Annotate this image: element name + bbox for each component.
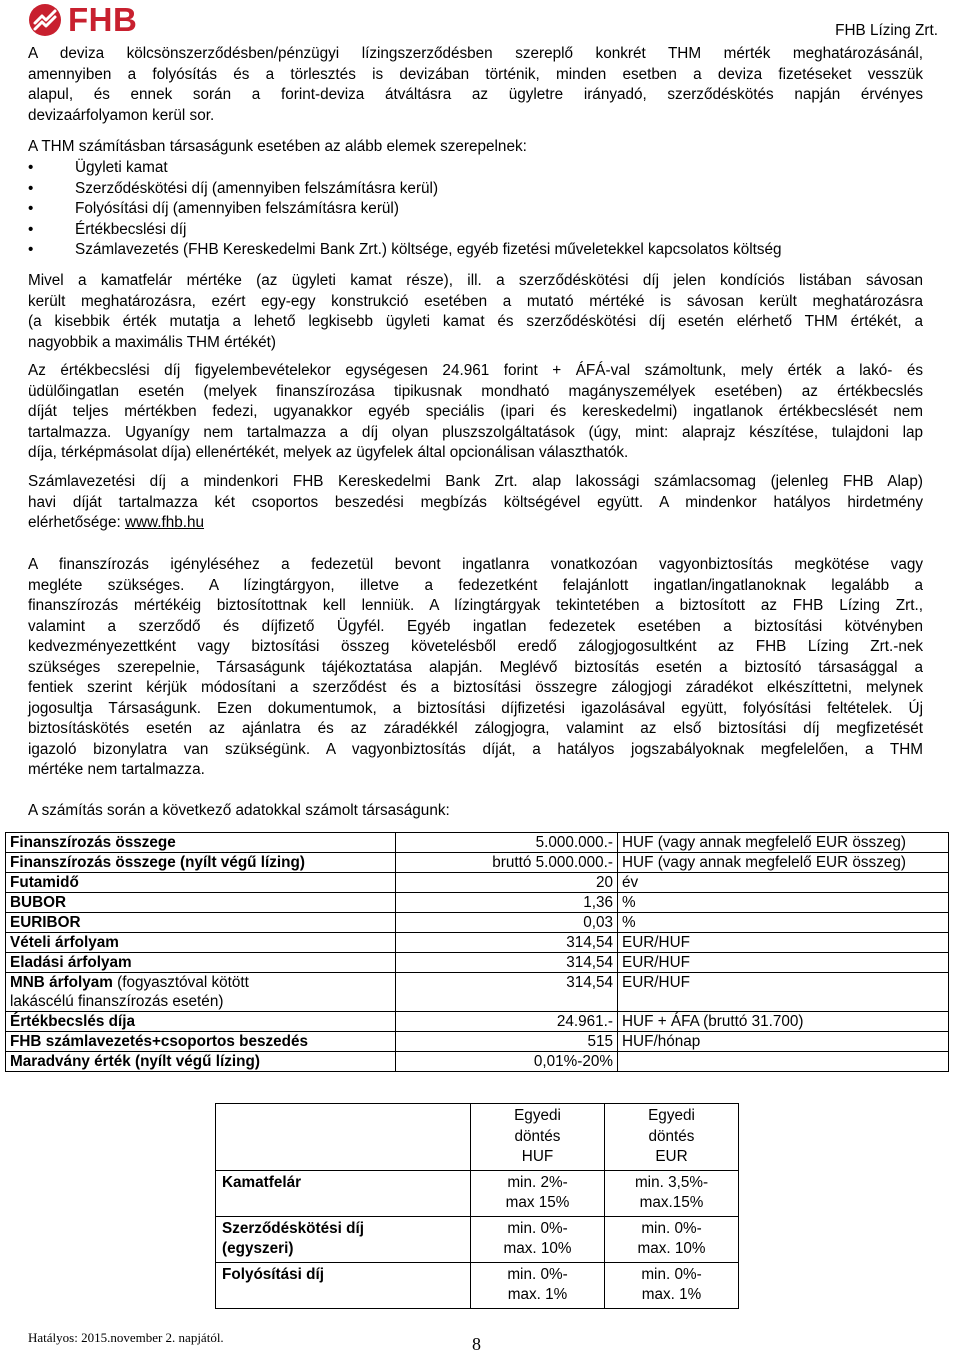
text-line: igazoló bizonylatra van szükségünk. A vagyonbiztosítás díját, a hatályos jogszabályoknak megfelelően, a THM: [28, 740, 923, 758]
text-fragment: elérhetősége:: [28, 514, 125, 531]
row-label: Vételi árfolyam: [6, 933, 396, 953]
page-number: 8: [472, 1334, 481, 1354]
row-label-main: MNB árfolyam: [10, 974, 113, 991]
row-label: Finanszírozás összege (nyílt végű lízing): [6, 853, 396, 873]
list-item-text: Ügyleti kamat: [75, 159, 168, 176]
text-line: nagyobbik a maximális THM értékét): [28, 333, 276, 351]
text-line: díja, térképmásolat díja) ellenértékét, melyek az ügyfelek által opcionálisan választhatók.: [28, 444, 629, 461]
value-line: max. 1%: [507, 1286, 568, 1303]
row-value: 1,36: [396, 893, 618, 913]
text-line: alapul, és ennek során a forint-deviza átváltásra az ügyletre irányadó, szerződéskötés napján érvényes: [28, 86, 923, 103]
list-item: [28, 240, 782, 261]
table-row: [216, 1170, 739, 1216]
row-value: bruttó 5.000.000.-: [396, 853, 618, 873]
list-item: [28, 179, 782, 200]
row-value: 314,54: [396, 973, 618, 1012]
text-line: finanszírozás mértékéig biztosítottnak kell lenniük. A lízingtárgyak tekintetében a biztosított az FHB Lízing Zrt.,: [28, 597, 923, 614]
table-row: [216, 1262, 739, 1308]
row-label: EURIBOR: [6, 913, 396, 933]
individual-decision-table: [215, 1103, 739, 1309]
value-line: min. 0%-: [641, 1265, 702, 1283]
paragraph-vagyonbiztositas: [28, 555, 923, 781]
table-row: [6, 853, 949, 873]
table-row: [6, 1012, 949, 1032]
header-eur: [605, 1104, 739, 1171]
row-unit: év: [618, 873, 949, 893]
paragraph-ertekbecsles: [28, 361, 923, 464]
value-line: min. 0%-: [507, 1219, 568, 1237]
huf-cell: [471, 1216, 605, 1262]
list-item-text: Folyósítási díj (amennyiben felszámításra kerül): [75, 200, 399, 217]
eur-cell: [605, 1170, 739, 1216]
eur-cell: [605, 1262, 739, 1308]
row-value: 5.000.000.-: [396, 833, 618, 853]
text-line: Számlavezetési díj a mindenkori FHB Kereskedelmi Bank Zrt. alap lakossági számlacsomag (jelenleg FHB Alap): [28, 473, 923, 490]
header-line: HUF: [521, 1148, 554, 1165]
text-line: kedvezményezettként vagy biztosítási összeg követelésből eredő zálogjogosultként az FHB Lízing Zrt.-nek: [28, 638, 923, 655]
row-label: [216, 1262, 471, 1308]
table-row: [6, 953, 949, 973]
logo-text: FHB: [68, 1, 138, 38]
row-unit: EUR/HUF: [618, 933, 949, 953]
list-item: [28, 158, 782, 179]
header-line: döntés: [648, 1127, 695, 1145]
row-unit: EUR/HUF: [618, 953, 949, 973]
row-label-note: (fogyasztóval kötött: [112, 974, 249, 991]
table-row: [6, 933, 949, 953]
row-label: FHB számlavezetés+csoportos beszedés: [6, 1032, 396, 1052]
fhb-logo: [28, 2, 137, 38]
text-line: szükséges szerepelnie, Társaságunk tájékoztatása alapján. Meglévő biztosítás esetén a biztosító társasággal a: [28, 658, 923, 676]
header-line: Egyedi: [648, 1107, 695, 1124]
row-value: 0,03: [396, 913, 618, 933]
row-value: 515: [396, 1032, 618, 1052]
text-line: Az értékbecslési díj figyelembevételekor egységesen 24.961 forint + ÁFÁ-val számoltunk, mely érték a lakó- és: [28, 362, 923, 379]
paragraph-kamatfelar: [28, 271, 923, 353]
row-label: Maradvány érték (nyílt végű lízing): [6, 1052, 396, 1072]
value-line: min. 0%-: [507, 1265, 568, 1283]
value-line: max. 10%: [637, 1240, 706, 1257]
text-line: került meghatározásra, ezért egy-egy konstrukció esetében a mutató mértéké is sávosan került meghatározásra: [28, 292, 923, 310]
table-row: [216, 1216, 739, 1262]
header-huf: [471, 1104, 605, 1171]
text-line: fentiek szerint kérjük módosítani a szerződést és a biztosítási összegre zálogjogi záradékot elkészíttetni, melynek: [28, 679, 923, 696]
label-line: Folyósítási díj: [222, 1265, 324, 1283]
row-label-note: lakáscélú finanszírozás esetén): [10, 993, 224, 1010]
label-line: Kamatfelár: [222, 1173, 302, 1191]
bullet-icon: •: [28, 200, 34, 217]
bullet-icon: •: [28, 179, 34, 197]
list-item: [28, 220, 782, 241]
table-row: [6, 833, 949, 853]
row-label: [216, 1170, 471, 1216]
table-row: [6, 913, 949, 933]
eur-cell: [605, 1216, 739, 1262]
huf-cell: [471, 1170, 605, 1216]
row-value: 314,54: [396, 953, 618, 973]
huf-cell: [471, 1262, 605, 1308]
text-line: valamint a szerződő és díjfizető Ügyfél. Egyéb ingatlan fedezetek esetében a biztosítási kötvényben: [28, 617, 923, 635]
row-unit: HUF/hónap: [618, 1032, 949, 1052]
text-line: megléte szükséges. A lízingtárgyon, illetve a fedezetként felajánlott ingatlan/ingatlanoknak legalább a: [28, 576, 923, 594]
row-label: [6, 973, 396, 1012]
row-unit: %: [618, 913, 949, 933]
value-line: max 15%: [505, 1194, 570, 1211]
header-line: EUR: [655, 1148, 688, 1165]
table-header-row: [216, 1104, 739, 1171]
text-line: A finanszírozás igényléséhez a fedezetül bevont ingatlanra vonatkozóan vagyonbiztosítás megkötése vagy: [28, 556, 923, 573]
row-value: 24.961.-: [396, 1012, 618, 1032]
fhb-website-link[interactable]: www.fhb.hu: [124, 514, 205, 531]
row-value: 314,54: [396, 933, 618, 953]
paragraph-szamlavezetes: [28, 472, 923, 534]
text-line: üdülőingatlan esetén (melyek finanszírozása tipikusnak mondható magányszemélyek esetében) az értékbecslés: [28, 382, 923, 400]
text-line: [28, 513, 923, 534]
text-line: mértéke nem tartalmazza.: [28, 761, 205, 778]
list-item-text: Szerződéskötési díj (amennyiben felszámításra kerül): [75, 179, 439, 197]
table-row: [6, 1052, 949, 1072]
text-line: jogosultja Társaságunk. Ezen dokumentumok, a biztosítási díjfizetési igazolásával együtt, folyósítási feltételek. Új: [28, 699, 923, 717]
text-line: Mivel a kamatfelár mértéke (az ügyleti kamat része), ill. a szerződéskötési díj jelen kondíciós listában sávosan: [28, 272, 923, 289]
company-name: FHB Lízing Zrt.: [835, 22, 938, 39]
value-line: max. 1%: [641, 1286, 702, 1303]
text-line: biztosításkötés esetén az ajánlatra és az záradékkél zálogjogra, valamint az első biztosítási díj megfizetését: [28, 720, 923, 737]
list-item: [28, 199, 782, 220]
list-intro: A THM számításban társaságunk esetében az alább elemek szerepelnek:: [28, 138, 527, 155]
row-label: [216, 1216, 471, 1262]
row-unit: HUF + ÁFA (bruttó 31.700): [618, 1012, 949, 1032]
paragraph-deviza: [28, 44, 923, 126]
row-unit: EUR/HUF: [618, 973, 949, 1012]
table-row: [6, 1032, 949, 1052]
table-row: [6, 973, 949, 1012]
row-unit: [618, 1052, 949, 1072]
text-line: tartalmazza. Ugyanígy nem tartalmazza a díj olyan pluszszolgáltatások (úgy, mint: alaprajz készítése, tulajdoni lap: [28, 423, 923, 441]
header-line: Egyedi: [514, 1107, 561, 1124]
row-unit: HUF (vagy annak megfelelő EUR összeg): [618, 853, 949, 873]
value-line: min. 0%-: [641, 1219, 702, 1237]
row-unit: %: [618, 893, 949, 913]
label-line: (egyszeri): [222, 1240, 294, 1257]
header-empty-cell: [216, 1104, 471, 1171]
value-line: max.15%: [639, 1194, 704, 1211]
row-label: Futamidő: [6, 873, 396, 893]
thm-elements-list: [28, 158, 782, 261]
row-value: 0,01%-20%: [396, 1052, 618, 1072]
value-line: min. 2%-: [507, 1173, 568, 1191]
bullet-icon: •: [28, 241, 34, 258]
header-line: döntés: [514, 1127, 561, 1145]
row-label: Eladási árfolyam: [6, 953, 396, 973]
bullet-icon: •: [28, 220, 34, 238]
table-row: [6, 873, 949, 893]
text-line: amennyiben a folyósítás és a törlesztés is devizában történik, minden esetben a deviza fizetéseket vesszük: [28, 65, 923, 83]
list-item-text: Számlavezetés (FHB Kereskedelmi Bank Zrt.) költsége, egyéb fizetési műveletekkel kapcsolatos költség: [75, 241, 782, 258]
row-label: Finanszírozás összege: [6, 833, 396, 853]
row-value: 20: [396, 873, 618, 893]
validity-note: Hatályos: 2015.november 2. napjától.: [28, 1330, 224, 1345]
fhb-logo-icon: [28, 3, 62, 37]
text-line: (a kisebbik érték mutatja a lehető legkisebb ügyleti kamat és szerződéskötési díj esetén elérhető THM értékét, a: [28, 313, 923, 330]
value-line: min. 3,5%-: [634, 1173, 709, 1191]
text-line: díját teljes mértékben fedezi, ugyanakkor egyéb speciális (ipari és kereskedelmi) ingatlanok értékbecslését nem: [28, 403, 923, 420]
bullet-icon: •: [28, 159, 34, 176]
text-line: devizaárfolyamon kerül sor.: [28, 106, 215, 124]
row-label: BUBOR: [6, 893, 396, 913]
list-item-text: Értékbecslési díj: [75, 220, 187, 238]
calculation-intro: A számítás során a következő adatokkal számolt társaságunk:: [28, 802, 450, 819]
table-row: [6, 893, 949, 913]
value-line: max. 10%: [503, 1240, 572, 1257]
calculation-data-table: [5, 832, 949, 1072]
text-line: A deviza kölcsönszerződésben/pénzügyi lízingszerződésben szereplő konkrét THM mérték meghatározásánál,: [28, 45, 923, 62]
text-line: havi díját tartalmazza két csoportos beszedési megbízás költségével együtt. A mindenkor hatályos hirdetmény: [28, 493, 923, 511]
row-unit: HUF (vagy annak megfelelő EUR összeg): [618, 833, 949, 853]
label-line: Szerződéskötési díj: [222, 1219, 364, 1237]
row-label: Értékbecslés díja: [6, 1012, 396, 1032]
